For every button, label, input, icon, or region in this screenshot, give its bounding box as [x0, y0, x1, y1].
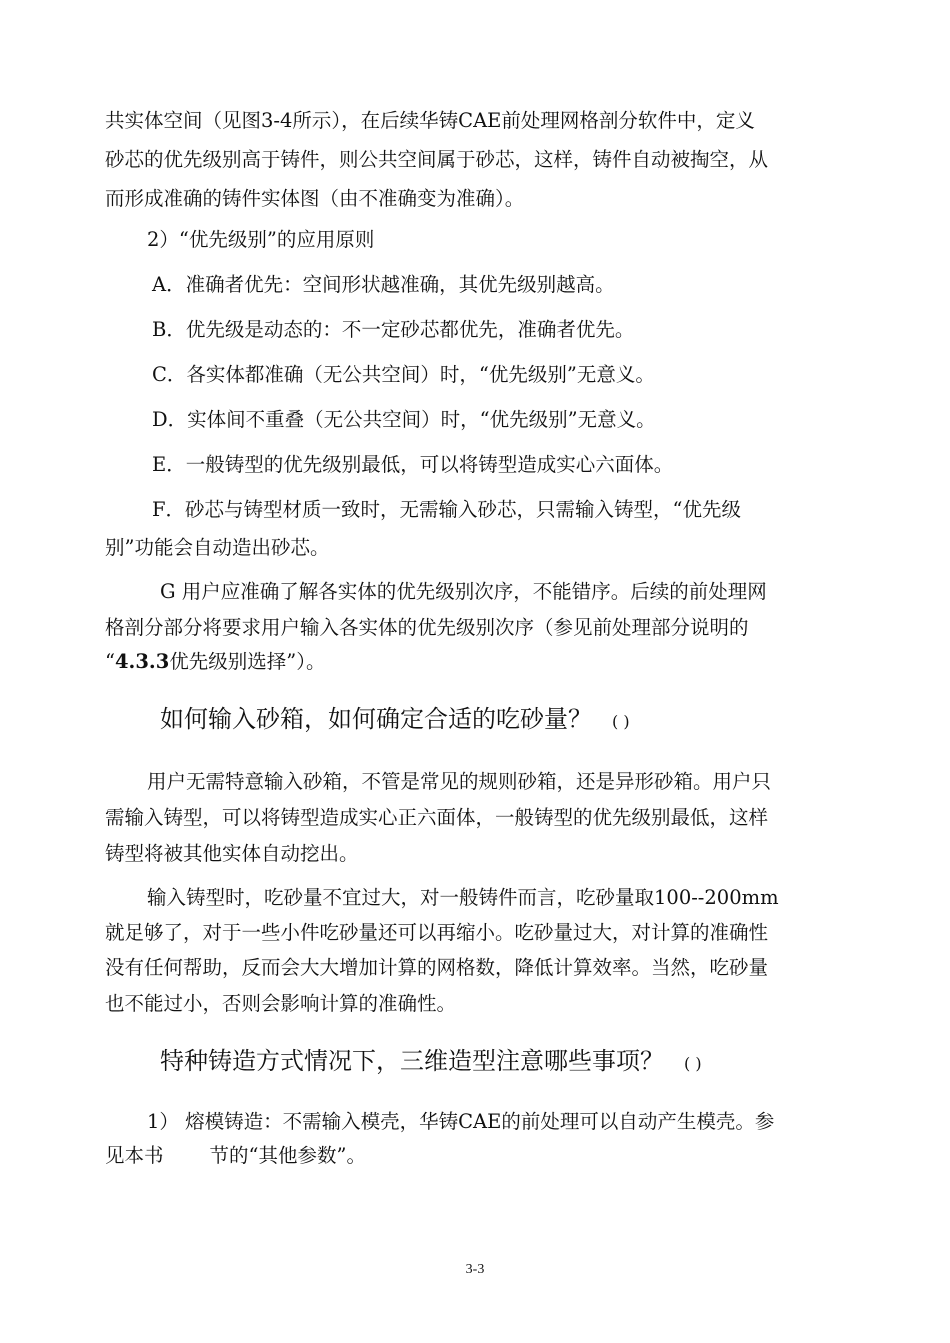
- heading-text: 如何输入砂箱，如何确定合适的吃砂量？: [160, 705, 592, 733]
- text-line: F．砂芯与铸型材质一致时，无需输入砂芯，只需输入铸型，“优先级: [152, 498, 741, 521]
- text-line: 1） 熔模铸造：不需输入模壳，华铸CAE的前处理可以自动产生模壳。参: [147, 1110, 775, 1133]
- text-line: [105, 1139, 366, 1173]
- section-reference: 4.3.3: [114, 650, 170, 673]
- text-line: 别”功能会自动造出砂芯。: [105, 536, 330, 559]
- text-line: 铸型将被其他实体自动挖出。: [105, 842, 359, 865]
- text-line: G 用户应准确了解各实体的优先级别次序，不能错序。后续的前处理网: [160, 580, 767, 603]
- text-fragment: 优先级别选择”）。: [169, 650, 326, 673]
- text-line: 砂芯的优先级别高于铸件，则公共空间属于砂芯，这样，铸件自动被掏空，从: [105, 148, 769, 171]
- text-line: [105, 645, 326, 679]
- text-line: 需输入铸型，可以将铸型造成实心正六面体，一般铸型的优先级别最低，这样: [105, 806, 769, 829]
- heading-paren: ( ): [612, 712, 630, 731]
- text-line: 也不能过小，否则会影响计算的准确性。: [105, 992, 457, 1015]
- section-heading: [160, 1041, 702, 1084]
- text-line: 格剖分部分将要求用户输入各实体的优先级别次序（参见前处理部分说明的: [105, 616, 749, 639]
- principle-item: D．实体间不重叠（无公共空间）时，“优先级别”无意义。: [152, 408, 656, 431]
- principle-item: B．优先级是动态的：不一定砂芯都优先，准确者优先。: [152, 318, 635, 341]
- heading-paren: ( ): [684, 1054, 702, 1073]
- text-line: 共实体空间（见图3-4所示），在后续华铸CAE前处理网格剖分软件中，定义: [105, 109, 755, 132]
- text-fragment: 见本书: [105, 1144, 164, 1167]
- principles-title: 2）“优先级别”的应用原则: [147, 228, 375, 251]
- principle-item: E．一般铸型的优先级别最低，可以将铸型造成实心六面体。: [152, 453, 674, 476]
- quote-open: “: [105, 650, 115, 673]
- text-line: 输入铸型时，吃砂量不宜过大，对一般铸件而言，吃砂量取100--200mm: [147, 886, 779, 909]
- text-line: 而形成准确的铸件实体图（由不准确变为准确）。: [105, 187, 525, 210]
- principle-item: C．各实体都准确（无公共空间）时，“优先级别”无意义。: [152, 363, 655, 386]
- heading-text: 特种铸造方式情况下，三维造型注意哪些事项？: [160, 1047, 664, 1075]
- principle-item: A．准确者优先：空间形状越准确，其优先级别越高。: [152, 273, 615, 296]
- text-line: 没有任何帮助，反而会大大增加计算的网格数，降低计算效率。当然，吃砂量: [105, 956, 769, 979]
- section-heading: [160, 699, 630, 742]
- text-line: 就足够了，对于一些小件吃砂量还可以再缩小。吃砂量过大，对计算的准确性: [105, 921, 769, 944]
- page-number: 3-3: [465, 1262, 485, 1277]
- text-fragment: 节的“其他参数”。: [209, 1144, 366, 1167]
- text-line: 用户无需特意输入砂箱，不管是常见的规则砂箱，还是异形砂箱。用户只: [147, 770, 772, 793]
